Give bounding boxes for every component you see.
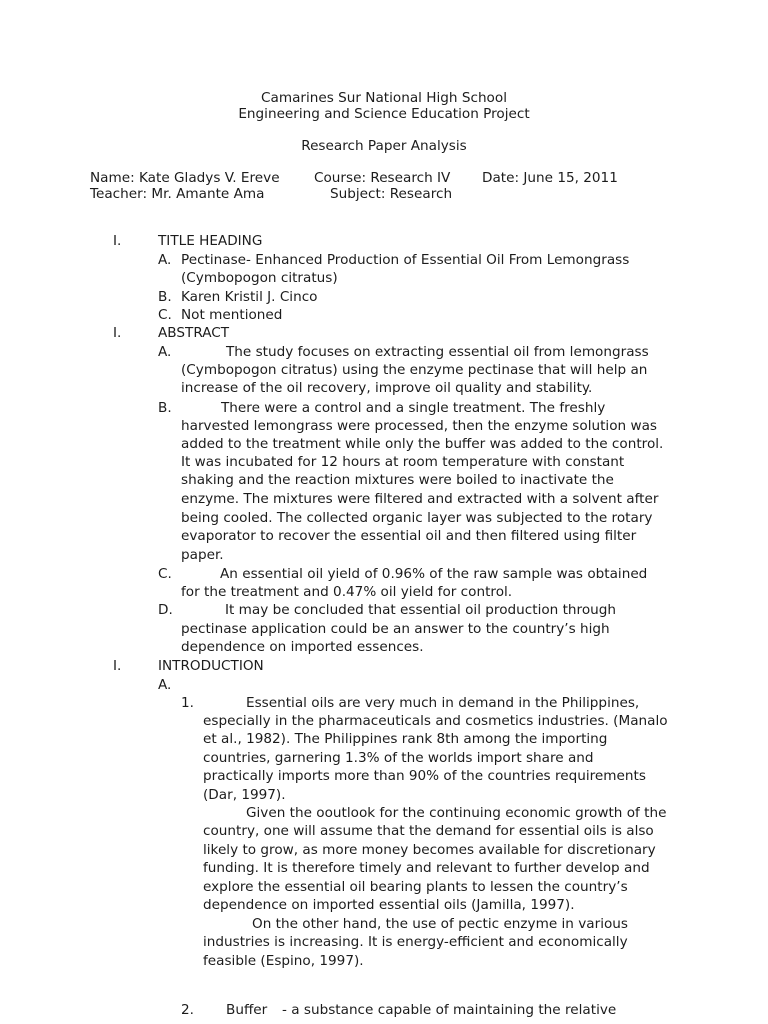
buffer-term: Buffer xyxy=(226,1002,268,1018)
subject-field: Subject: Research xyxy=(330,186,453,202)
section-numeral: I. xyxy=(113,325,122,341)
abstract-b-line: shaking and the reaction mixtures were boiled to inactivate the xyxy=(181,472,614,488)
item-label: A. xyxy=(158,252,172,268)
intro-p2-line: likely to grow, as more money becomes available for discretionary xyxy=(203,842,656,858)
intro-p1-line: practically imports more than 90% of the countries requirements xyxy=(203,768,646,784)
intro-p2-line: country, one will assume that the demand for essential oils is also xyxy=(203,823,654,839)
intro-p2-line: Given the ooutlook for the continuing economic growth of the xyxy=(246,805,667,821)
abstract-b-line: evaporator to recover the essential oil and then filtered using filter xyxy=(181,528,637,544)
section-numeral: I. xyxy=(113,658,122,674)
intro-p1-line: (Dar, 1997). xyxy=(203,787,286,803)
abstract-b-line: paper. xyxy=(181,547,224,563)
school-name: Camarines Sur National High School xyxy=(261,90,507,106)
section-heading-abstract: ABSTRACT xyxy=(158,325,230,341)
paper-title-line: Pectinase- Enhanced Production of Essential Oil From Lemongrass xyxy=(181,252,630,268)
item-label: A. xyxy=(158,344,172,360)
item-label: A. xyxy=(158,677,172,693)
project-name: Engineering and Science Education Project xyxy=(238,106,530,122)
item-label: 1. xyxy=(181,695,194,711)
abstract-b-line: It was incubated for 12 hours at room temperature with constant xyxy=(181,454,625,470)
intro-p2-line: explore the essential oil bearing plants to lessen the country’s xyxy=(203,879,628,895)
abstract-b-line: added to the treatment while only the buffer was added to the control. xyxy=(181,436,664,452)
intro-p2-line: funding. It is therefore timely and relevant to further develop and xyxy=(203,860,650,876)
section-heading-title: TITLE HEADING xyxy=(158,233,263,249)
abstract-b-line: harvested lemongrass were processed, then the enzyme solution was xyxy=(181,418,657,434)
student-name: Name: Kate Gladys V. Ereve xyxy=(90,170,280,186)
item-label: C. xyxy=(158,566,172,582)
item-label: D. xyxy=(158,602,173,618)
abstract-b-line: being cooled. The collected organic layer was subjected to the rotary xyxy=(181,510,653,526)
abstract-c-line: An essential oil yield of 0.96% of the raw sample was obtained xyxy=(220,566,648,582)
intro-p2-line: dependence on imported essential oils (Jamilla, 1997). xyxy=(203,897,575,913)
intro-p3-line: On the other hand, the use of pectic enzyme in various xyxy=(252,916,628,932)
abstract-a-line: (Cymbopogon citratus) using the enzyme pectinase that will help an xyxy=(181,362,648,378)
item-label: B. xyxy=(158,289,172,305)
abstract-b-line: enzyme. The mixtures were filtered and extracted with a solvent after xyxy=(181,491,659,507)
item-label: 2. xyxy=(181,1002,194,1018)
abstract-d-line: pectinase application could be an answer to the country’s high xyxy=(181,621,610,637)
abstract-a-line: increase of the oil recovery, improve oil quality and stability. xyxy=(181,380,593,396)
section-numeral: I. xyxy=(113,233,122,249)
intro-p3-line: feasible (Espino, 1997). xyxy=(203,953,364,969)
abstract-d-line: dependence on imported essences. xyxy=(181,639,424,655)
item-label: C. xyxy=(158,307,172,323)
paper-author: Karen Kristil J. Cinco xyxy=(181,289,318,305)
intro-p1-line: Essential oils are very much in demand in the Philippines, xyxy=(246,695,640,711)
paper-date: Not mentioned xyxy=(181,307,283,323)
item-label: B. xyxy=(158,400,172,416)
abstract-c-line: for the treatment and 0.47% oil yield for control. xyxy=(181,584,513,600)
intro-p1-line: et al., 1982). The Philippines rank 8th among the importing xyxy=(203,731,608,747)
intro-p3-line: industries is increasing. It is energy-efficient and economically xyxy=(203,934,628,950)
section-heading-introduction: INTRODUCTION xyxy=(158,658,264,674)
intro-p1-line: countries, garnering 1.3% of the worlds import share and xyxy=(203,750,594,766)
paper-title-line: (Cymbopogon citratus) xyxy=(181,270,338,286)
document-title: Research Paper Analysis xyxy=(301,138,467,154)
abstract-a-line: The study focuses on extracting essential oil from lemongrass xyxy=(226,344,649,360)
date-field: Date: June 15, 2011 xyxy=(482,170,618,186)
teacher-field: Teacher: Mr. Amante Ama xyxy=(90,186,265,202)
buffer-definition: - a substance capable of maintaining the relative xyxy=(282,1002,617,1018)
course-field: Course: Research IV xyxy=(314,170,451,186)
abstract-d-line: It may be concluded that essential oil production through xyxy=(225,602,617,618)
abstract-b-line: There were a control and a single treatment. The freshly xyxy=(221,400,606,416)
intro-p1-line: especially in the pharmaceuticals and cosmetics industries. (Manalo xyxy=(203,713,668,729)
